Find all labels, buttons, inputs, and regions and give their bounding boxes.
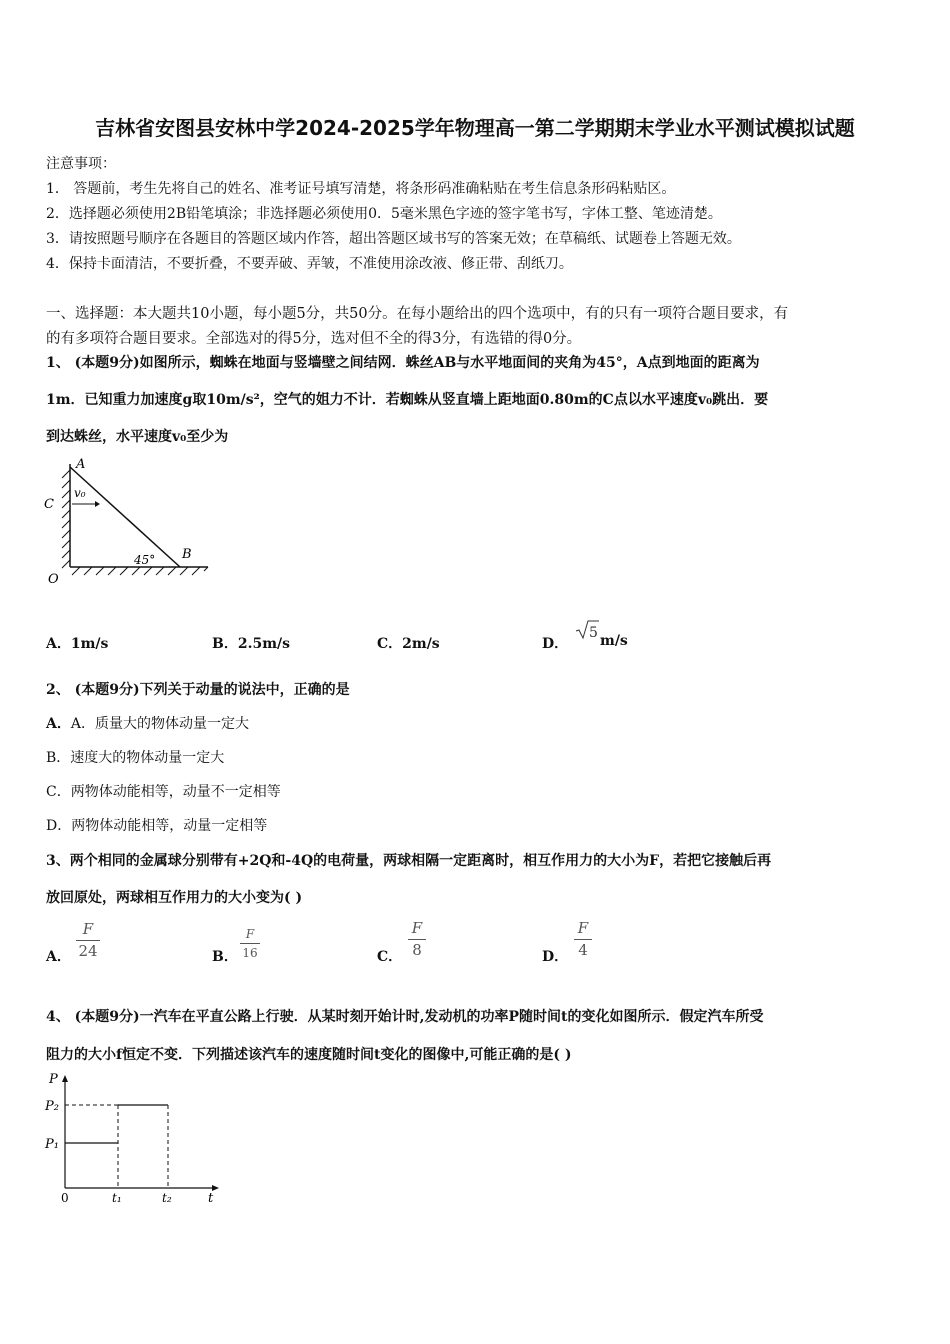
notice-item: 1． 答题前，考生先将自己的姓名、准考证号填写清楚，将条形码准确粘贴在考生信息条形码粘贴区。: [46, 181, 676, 197]
q3-option-b[interactable]: B．: [212, 949, 238, 965]
q1-option-b[interactable]: B．2.5m/s: [212, 636, 290, 652]
q4-stem-line: 阻力的大小f恒定不变．下列描述该汽车的速度随时间t变化的图像中,可能正确的是( ): [46, 1047, 572, 1063]
q3-stem-line: 3、两个相同的金属球分别带有+2Q和-4Q的电荷量，两球相隔一定距离时，相互作用力的大小为F，若把它接触后再: [46, 853, 772, 869]
p1-label: P₁: [45, 1137, 59, 1152]
q1-stem-line: 到达蛛丝，水平速度v₀至少为: [46, 429, 229, 445]
page-title: 吉林省安图县安林中学2024-2025学年物理高一第二学期期末学业水平测试模拟试题: [95, 116, 855, 140]
q3-stem-line: 放回原处，两球相互作用力的大小变为( ): [46, 890, 303, 906]
q3-option-a[interactable]: A．: [46, 949, 71, 965]
notice-item: 2．选择题必须使用2B铅笔填涂；非选择题必须使用0．5毫米黑色字迹的签字笔书写，字体工整、笔迹清楚。: [46, 206, 722, 222]
q2-option-d[interactable]: D．两物体动能相等，动量一定相等: [46, 818, 268, 834]
q1-stem-line: 1、 (本题9分)如图所示，蜘蛛在地面与竖墙壁之间结网．蛛丝AB与水平地面间的夹角为45°，A点到地面的距离为: [46, 355, 760, 371]
notice-item: 3．请按照题号顺序在各题目的答题区域内作答，超出答题区域书写的答案无效；在草稿纸、试题卷上答题无效。: [46, 231, 741, 247]
point-a-label: A: [76, 457, 86, 472]
point-o-label: O: [48, 572, 59, 587]
q3-option-d[interactable]: D．: [542, 949, 569, 965]
q4-power-time-graph: [40, 1068, 225, 1208]
axis-t-label: t: [208, 1191, 214, 1206]
q1-option-d-unit: m/s: [600, 633, 628, 649]
q1-option-d[interactable]: D．: [542, 636, 569, 652]
q1-stem-line: 1m．已知重力加速度g取10m/s²，空气的姐力不计．若蜘蛛从竖直墙上距地面0.80m的C点以水平速度v₀跳出．要: [46, 392, 769, 408]
sqrt-value: 5: [589, 625, 598, 641]
point-c-label: C: [44, 497, 54, 512]
q2-option-a[interactable]: A．A．质量大的物体动量一定大: [46, 716, 249, 732]
p2-label: P₂: [45, 1099, 59, 1114]
velocity-label: v₀: [74, 486, 86, 500]
t1-label: t₁: [112, 1191, 122, 1205]
angle-label: 45°: [134, 553, 156, 567]
q2-stem: 2、 (本题9分)下列关于动量的说法中，正确的是: [46, 682, 350, 698]
t2-label: t₂: [162, 1191, 172, 1205]
notice-item: 4．保持卡面清洁，不要折叠，不要弄破、弄皱，不准使用涂改液、修正带、刮纸刀。: [46, 256, 573, 272]
point-b-label: B: [182, 547, 192, 562]
sqrt-sign-icon: [574, 619, 600, 641]
q3-option-c-fraction: F 8: [408, 921, 426, 958]
notice-heading: 注意事项：: [46, 156, 116, 172]
q3-option-d-fraction: F 4: [574, 921, 592, 958]
q3-option-b-fraction: F 16: [240, 928, 260, 959]
q4-stem-line: 4、 (本题9分)一汽车在平直公路上行驶．从某时刻开始计时,发动机的功率P随时间t的变化如图所示．假定汽车所受: [46, 1009, 764, 1025]
section-intro-line: 的有多项符合题目要求。全部选对的得5分，选对但不全的得3分，有选错的得0分。: [46, 331, 582, 347]
axis-p-label: P: [49, 1072, 58, 1087]
q2-option-c[interactable]: C．两物体动能相等，动量不一定相等: [46, 784, 281, 800]
section-intro-line: 一、选择题：本大题共10小题，每小题5分，共50分。在每小题给出的四个选项中，有的只有一项符合题目要求，有: [46, 306, 789, 322]
q1-option-a[interactable]: A．1m/s: [46, 636, 109, 652]
q1-spider-figure: [40, 452, 215, 592]
origin-label: 0: [61, 1191, 69, 1205]
q1-option-c[interactable]: C．2m/s: [377, 636, 440, 652]
q3-option-c[interactable]: C．: [377, 949, 403, 965]
q3-option-a-fraction: F 24: [76, 922, 100, 959]
q2-option-b[interactable]: B．速度大的物体动量一定大: [46, 750, 225, 766]
